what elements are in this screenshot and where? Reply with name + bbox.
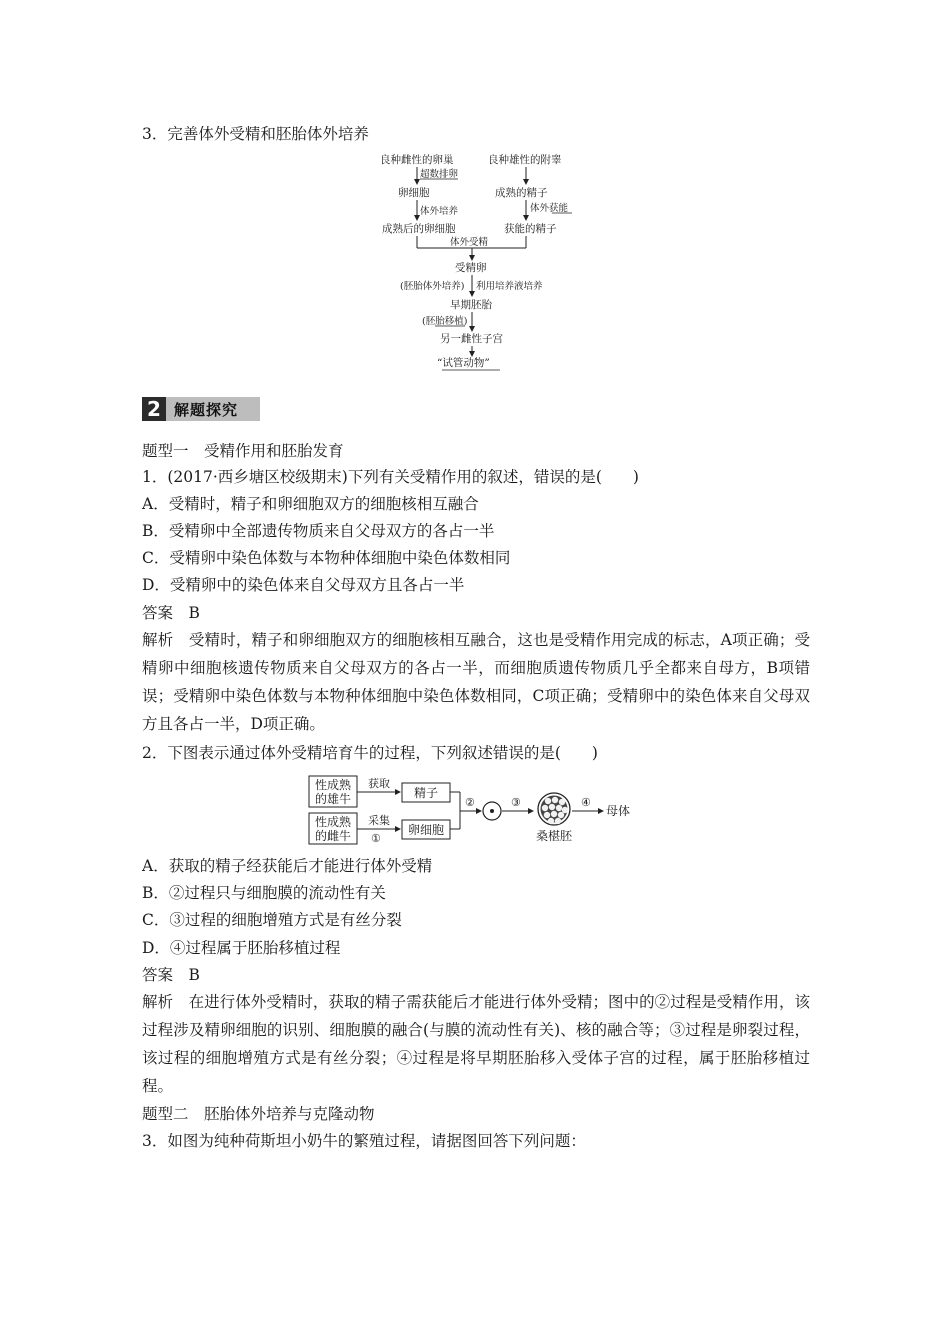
mother-label: 母体 [606, 804, 631, 818]
q2-option-a: A．获取的精子经获能后才能进行体外受精 [142, 857, 433, 875]
ivf-flow-diagram [360, 148, 610, 373]
q1-option-a: A．受精时，精子和卵细胞双方的细胞核相互融合 [142, 495, 479, 513]
step-superovulation: 超数排卵 [420, 169, 459, 180]
step4-mark: ④ [581, 796, 591, 809]
step3-mark: ③ [511, 796, 521, 809]
result-test-tube-animal: “试管动物” [437, 357, 490, 369]
early-embryo: 早期胚胎 [450, 299, 492, 311]
section-banner [142, 397, 260, 421]
capacitated-sperm: 获能的精子 [504, 223, 557, 235]
step-embryo-culture: (胚胎体外培养) [400, 281, 465, 292]
q1-option-d: D．受精卵中的染色体来自父母双方且各占一半 [142, 576, 465, 594]
banner-number: 2 [142, 397, 166, 421]
step-ivf: 体外受精 [450, 237, 489, 248]
q2-stem: 2．下图表示通过体外受精培育牛的过程，下列叙述错误的是( ) [142, 744, 598, 762]
step-medium: 利用培养液培养 [476, 281, 543, 292]
q2-option-d: D．④过程属于胚胎移植过程 [142, 939, 341, 957]
q1-answer: 答案 B [142, 604, 200, 622]
collect-label: 采集 [368, 814, 390, 827]
male-box-line2: 的雄牛 [315, 792, 352, 806]
oocyte-label: 卵细胞 [408, 823, 445, 837]
q2-option-c: C．③过程的细胞增殖方式是有丝分裂 [142, 911, 402, 929]
q2-option-b: B．②过程只与细胞膜的流动性有关 [142, 884, 386, 902]
q1-option-c: C．受精卵中染色体数与本物种体细胞中染色体数相同 [142, 549, 511, 567]
banner-label: 解题探究 [166, 397, 260, 421]
q1-option-b: B．受精卵中全部遗传物质来自父母双方的各占一半 [142, 522, 495, 540]
q3-stem: 3．如图为纯种荷斯坦小奶牛的繁殖过程，请据图回答下列问题： [142, 1132, 586, 1150]
morula-icon [538, 793, 570, 825]
step1-mark: ① [371, 832, 381, 845]
q2-analysis: 解析 在进行体外受精时，获取的精子需获能后才能进行体外受精；图中的②过程是受精作用，该过程涉及精卵细胞的识别、细胞膜的融合(与膜的流动性有关)、核的融合等；③过程是卵裂过程，该过程的细胞增殖方式是有丝分裂；④过程是将早期胚胎移入受体子宫的过程，属于胚胎移植过程。 [142, 993, 810, 1095]
oocyte: 卵细胞 [398, 187, 430, 199]
recipient-uterus: 另一雌性子宫 [440, 333, 503, 345]
male-box-line1: 性成熟 [315, 778, 352, 792]
q1-stem: 1．(2017·西乡塘区校级期末)下列有关受精作用的叙述，错误的是( ) [142, 468, 639, 486]
female-box-line1: 性成熟 [315, 815, 352, 829]
morula-label: 桑椹胚 [536, 829, 573, 843]
female-box-line2: 的雌牛 [315, 829, 352, 843]
step-in-vitro-culture: 体外培养 [420, 206, 459, 217]
type1-heading: 题型一 受精作用和胚胎发育 [142, 442, 344, 460]
cattle-ivf-figure [307, 773, 647, 845]
type2-heading: 题型二 胚胎体外培养与克隆动物 [142, 1105, 375, 1123]
female-source: 良种雌性的卵巢 [380, 154, 454, 166]
male-source: 良种雄性的附睾 [488, 154, 562, 166]
section-heading: 3．完善体外受精和胚胎体外培养 [142, 125, 369, 143]
q1-analysis: 解析 受精时，精子和卵细胞双方的细胞核相互融合，这也是受精作用完成的标志，A项正确；受精卵中细胞核遗传物质来自父母双方的各占一半，而细胞质遗传物质几乎全都来自母方，B项错误；受精卵中染色体数与本物种体细胞中染色体数相同，C项正确；受精卵中的染色体来自父母双方且各占一半，D项正确。 [142, 631, 810, 733]
zygote: 受精卵 [455, 262, 487, 274]
mature-oocyte: 成熟后的卵细胞 [382, 223, 456, 235]
step-capacitation: 体外获能 [530, 203, 569, 214]
step2-mark: ② [465, 796, 475, 809]
obtain-label: 获取 [368, 777, 390, 790]
sperm-label: 精子 [414, 786, 439, 800]
step-transfer: (胚胎移植) [422, 316, 468, 327]
q2-answer: 答案 B [142, 966, 200, 984]
mature-sperm: 成熟的精子 [495, 187, 548, 199]
